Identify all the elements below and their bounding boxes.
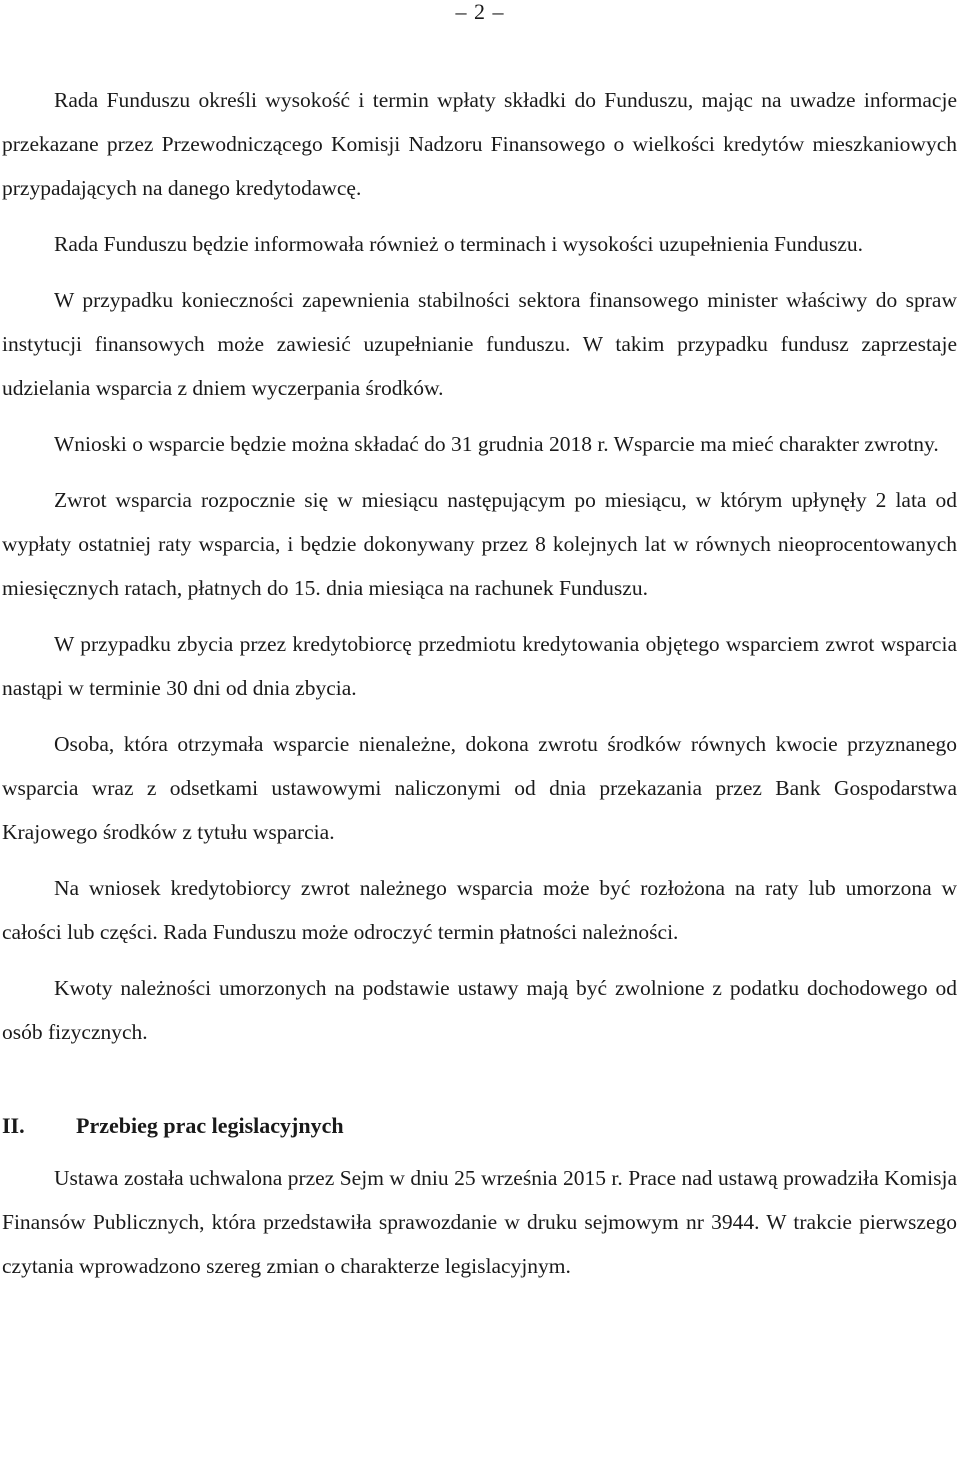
- paragraph: Kwoty należności umorzonych na podstawie ustawy mają być zwolnione z podatku dochodowego od osób fizycznych.: [2, 976, 957, 1044]
- document-body: [2, 78, 957, 1300]
- section-title: Przebieg prac legislacyjnych: [76, 1113, 344, 1138]
- page-number: – 2 –: [455, 0, 505, 24]
- paragraph: Rada Funduszu określi wysokość i termin wpłaty składki do Funduszu, mając na uwadze informacje przekazane przez Przewodniczącego Komisji Nadzoru Finansowego o wielkości kredytów mieszkaniowych przypadających na danego kredytodawcę.: [2, 88, 957, 200]
- paragraph: Rada Funduszu będzie informowała również o terminach i wysokości uzupełnienia Funduszu.: [54, 232, 864, 256]
- paragraph: Na wniosek kredytobiorcy zwrot należnego wsparcia może być rozłożona na raty lub umorzona w całości lub części. Rada Funduszu może odroczyć termin płatności należności.: [2, 876, 957, 944]
- paragraph: Osoba, która otrzymała wsparcie nienależne, dokona zwrotu środków równych kwocie przyznanego wsparcia wraz z odsetkami ustawowymi naliczonymi od dnia przekazania przez Bank Gospodarstwa Krajowego środków z tytułu wsparcia.: [2, 732, 957, 844]
- paragraph: Zwrot wsparcia rozpocznie się w miesiącu następującym po miesiącu, w którym upłynęły 2 lata od wypłaty ostatniej raty wsparcia, i będzie dokonywany przez 8 kolejnych lat w równych nieoprocentowanych miesięcznych ratach, płatnych do 15. dnia miesiąca na rachunek Funduszu.: [2, 488, 957, 600]
- paragraph: W przypadku zbycia przez kredytobiorcę przedmiotu kredytowania objętego wsparciem zwrot wsparcia nastąpi w terminie 30 dni od dnia zbycia.: [2, 632, 957, 700]
- paragraph: W przypadku konieczności zapewnienia stabilności sektora finansowego minister właściwy do spraw instytucji finansowych może zawiesić uzupełnianie funduszu. W takim przypadku fundusz zaprzestaje udzielania wsparcia z dniem wyczerpania środków.: [2, 288, 957, 400]
- section-heading: [2, 1104, 957, 1148]
- paragraph: Ustawa została uchwalona przez Sejm w dniu 25 września 2015 r. Prace nad ustawą prowadziła Komisja Finansów Publicznych, która przedstawiła sprawozdanie w druku sejmowym nr 3944. W trakcie pierwszego czytania wprowadzono szereg zmian o charakterze legislacyjnym.: [2, 1166, 957, 1278]
- paragraph: Wnioski o wsparcie będzie można składać do 31 grudnia 2018 r. Wsparcie ma mieć charakter zwrotny.: [54, 432, 939, 456]
- section-number: II.: [2, 1113, 25, 1138]
